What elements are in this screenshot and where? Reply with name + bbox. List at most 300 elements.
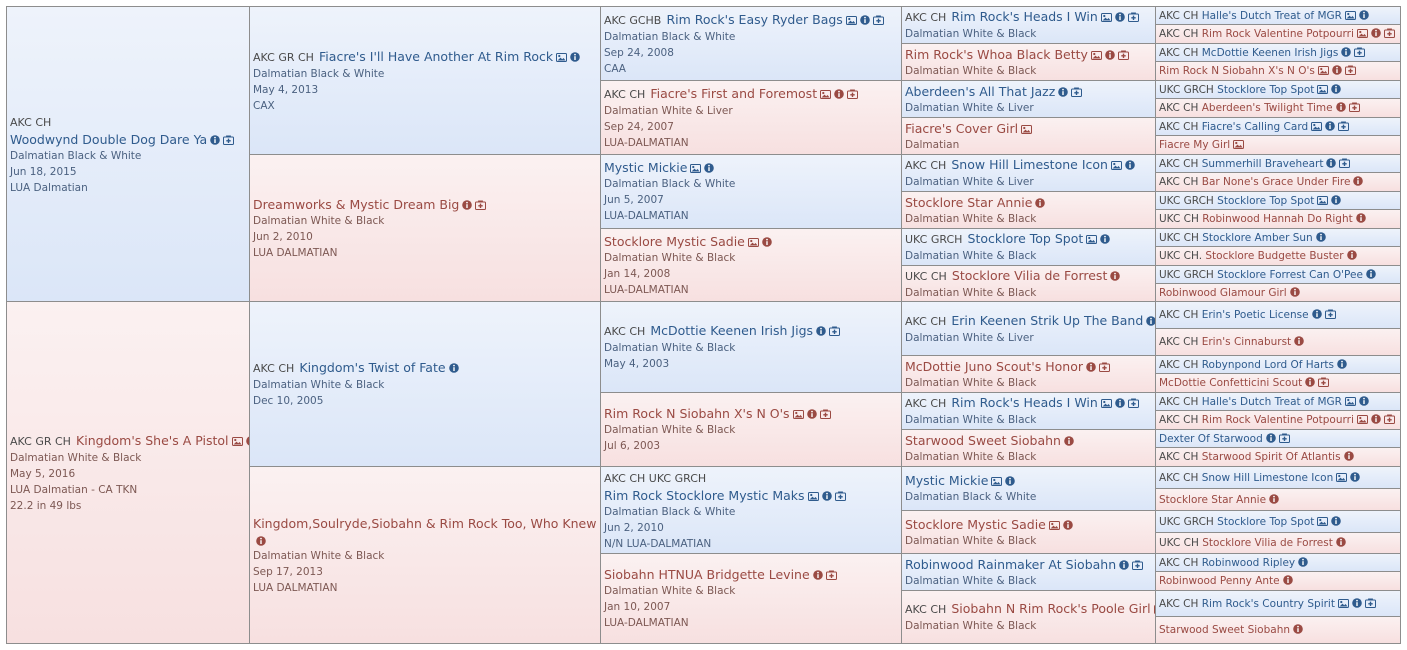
dog-detail-line: Dalmatian White & Black	[905, 212, 1037, 225]
pedigree-cell-gen2-2	[250, 155, 601, 302]
health-icon[interactable]	[829, 326, 840, 336]
pedigree-cell-gen5-3	[1156, 44, 1400, 62]
info-icon[interactable]	[1350, 472, 1360, 482]
dog-name-line	[1159, 211, 1397, 227]
info-icon[interactable]	[1115, 12, 1125, 22]
pedigree-cell-gen5-31	[1156, 591, 1400, 617]
info-icon[interactable]	[1312, 309, 1322, 319]
info-icon[interactable]	[1058, 87, 1068, 97]
photo-icon[interactable]	[690, 164, 701, 173]
dog-name-line	[1159, 63, 1397, 79]
info-icon[interactable]	[1146, 316, 1156, 326]
photo-icon[interactable]	[1338, 599, 1349, 608]
dog-detail-line: Dalmatian White & Liver	[604, 104, 733, 117]
dog-detail-line: Jan 14, 2008	[604, 267, 671, 280]
health-icon[interactable]	[1318, 377, 1329, 387]
info-icon[interactable]	[1331, 84, 1341, 94]
dog-name-link[interactable]: Snow Hill Limestone Icon	[951, 157, 1108, 172]
dog-titles: AKC CH	[604, 87, 646, 101]
info-icon[interactable]	[834, 89, 844, 99]
dog-name-line	[905, 46, 1152, 63]
dog-name-link[interactable]: Stocklore Top Spot	[1217, 194, 1315, 207]
dog-titles: UKC GRCH	[1159, 83, 1214, 96]
pedigree-cell-gen3-3	[601, 155, 902, 229]
dog-name-link[interactable]: Rim Rock N Siobahn X's N O's	[1159, 65, 1315, 77]
pedigree-cell-gen5-5	[1156, 81, 1400, 99]
dog-detail-line: Dalmatian Black & White	[10, 149, 142, 162]
photo-icon[interactable]	[991, 477, 1002, 486]
photo-icon[interactable]	[1357, 29, 1368, 38]
dog-detail-line: Dalmatian Black & White	[604, 30, 736, 43]
dog-name-link[interactable]: Stocklore Top Spot	[1217, 515, 1315, 528]
pedigree-cell-gen3-4	[601, 229, 902, 302]
info-icon[interactable]	[449, 363, 459, 373]
dog-name-line	[1159, 230, 1397, 246]
pedigree-cell-gen4-1	[902, 7, 1156, 44]
dog-name-link[interactable]: Rim Rock's Heads I Win	[951, 9, 1098, 24]
dog-titles: AKC CH	[1159, 336, 1199, 348]
info-icon[interactable]	[1293, 624, 1303, 634]
dog-name-link[interactable]: Rim Rock's Easy Ryder Bags	[666, 11, 843, 27]
health-icon[interactable]	[475, 200, 486, 210]
dog-detail-line: Dalmatian White & Black	[905, 450, 1037, 463]
dog-detail-line: Dalmatian White & Black	[253, 549, 385, 562]
dog-name-link[interactable]: Stocklore Star Annie	[905, 194, 1033, 210]
health-icon[interactable]	[873, 15, 884, 25]
dog-name-line	[905, 194, 1152, 211]
dog-name-line	[905, 472, 1152, 489]
info-icon[interactable]	[1110, 271, 1120, 281]
dog-titles: AKC CH	[1159, 556, 1199, 569]
dog-name-link[interactable]: Rim Rock Valentine Potpourri	[1201, 28, 1354, 40]
dog-name-line	[905, 8, 1152, 26]
dog-name-line	[905, 516, 1152, 533]
dog-name-line	[604, 487, 898, 504]
dog-name-link[interactable]: Starwood Sweet Siobahn	[1159, 624, 1291, 636]
dog-name-line	[604, 159, 898, 176]
dog-name-link[interactable]: Erin's Cinnaburst	[1201, 336, 1292, 348]
photo-icon[interactable]	[1336, 473, 1347, 482]
dog-detail-line: Dalmatian White & Black	[604, 424, 736, 436]
info-icon[interactable]	[1366, 269, 1376, 279]
health-icon[interactable]	[1365, 598, 1376, 608]
pedigree-cell-gen5-4	[1156, 62, 1400, 81]
dog-detail-line: Dalmatian White & Liver	[905, 176, 1034, 188]
pedigree-cell-gen5-32	[1156, 617, 1400, 643]
dog-detail-line: LUA Dalmatian	[10, 181, 88, 194]
dog-name-link[interactable]: Fiacre My Girl	[1159, 139, 1231, 151]
pedigree-cell-gen3-8	[601, 554, 902, 643]
health-icon[interactable]	[223, 135, 234, 145]
dog-titles: AKC CH	[1159, 46, 1199, 59]
dog-name-link[interactable]: Stocklore Top Spot	[1217, 83, 1315, 96]
photo-icon[interactable]	[556, 53, 567, 62]
info-icon[interactable]	[816, 326, 826, 336]
dog-name-link[interactable]: Fiacre's First and Foremost	[650, 85, 818, 101]
dog-name-link[interactable]: Fiacre's Calling Card	[1201, 120, 1309, 133]
info-icon[interactable]	[1064, 436, 1074, 446]
dog-titles: AKC CH	[905, 603, 947, 616]
dog-name-link[interactable]: Halle's Dutch Treat of MGR	[1201, 9, 1342, 22]
pedigree-cell-gen5-11	[1156, 192, 1400, 210]
photo-icon[interactable]	[232, 437, 243, 446]
health-icon[interactable]	[1279, 433, 1290, 443]
dog-name-line	[253, 48, 597, 66]
dog-detail-line: LUA DALMATIAN	[253, 581, 338, 594]
dog-name-link[interactable]: Starwood Sweet Siobahn	[905, 432, 1061, 448]
pedigree-cell-gen5-19	[1156, 356, 1400, 374]
dog-name-link[interactable]: Erin's Poetic License	[1201, 309, 1309, 321]
info-icon[interactable]	[1305, 377, 1315, 387]
dog-detail-line: Dalmatian White & Black	[253, 214, 385, 227]
pedigree-cell-gen5-1	[1156, 7, 1400, 25]
dog-name-line	[905, 156, 1152, 174]
info-icon[interactable]	[462, 200, 472, 210]
info-icon[interactable]	[1359, 396, 1369, 406]
health-icon[interactable]	[820, 409, 831, 419]
info-icon[interactable]	[1344, 451, 1354, 461]
pedigree-cell-gen5-27	[1156, 511, 1400, 533]
dog-titles: UKC GRCH	[1159, 194, 1214, 207]
pedigree-cell-gen3-2	[601, 81, 902, 155]
health-icon[interactable]	[1349, 102, 1360, 112]
photo-icon[interactable]	[1311, 122, 1322, 131]
info-icon[interactable]	[1352, 598, 1362, 608]
dog-name-line	[1159, 307, 1397, 323]
pedigree-cell-sire	[7, 7, 250, 302]
info-icon[interactable]	[210, 135, 220, 145]
dog-name-line	[1159, 137, 1397, 153]
dog-name-line	[1159, 174, 1397, 190]
pedigree-cell-gen2-1	[250, 7, 601, 155]
dog-detail-line: Dalmatian Black & White	[253, 67, 385, 80]
dog-detail-line: Jun 2, 2010	[253, 230, 313, 243]
photo-icon[interactable]	[1233, 140, 1244, 149]
dog-name-link[interactable]: Stocklore Forrest Can O'Pee	[1217, 268, 1363, 281]
info-icon[interactable]	[1005, 476, 1015, 486]
photo-icon[interactable]	[820, 90, 831, 99]
dog-name-link[interactable]: Rim Rock's Heads I Win	[951, 395, 1098, 410]
health-icon[interactable]	[1118, 50, 1129, 60]
dog-detail-line: LUA DALMATIAN	[253, 246, 338, 259]
info-icon[interactable]	[704, 163, 714, 173]
dog-name-line	[10, 432, 246, 450]
health-icon[interactable]	[1339, 158, 1350, 168]
pedigree-cell-gen5-2	[1156, 25, 1400, 44]
dog-name-link[interactable]: Aberdeen's Twilight Time	[1201, 102, 1333, 114]
photo-icon[interactable]	[1101, 399, 1112, 408]
dog-titles: UKC CH	[1159, 213, 1199, 225]
info-icon[interactable]	[1035, 198, 1045, 208]
pedigree-cell-gen5-29	[1156, 554, 1400, 572]
info-icon[interactable]	[1283, 575, 1293, 585]
dog-detail-line: Dalmatian White & Black	[604, 342, 736, 354]
dog-name-link[interactable]: Snow Hill Limestone Icon	[1201, 471, 1334, 484]
photo-icon[interactable]	[1317, 196, 1328, 205]
photo-icon[interactable]	[1091, 51, 1102, 60]
photo-icon[interactable]	[1345, 397, 1356, 406]
dog-name-link[interactable]: Stocklore Star Annie	[1159, 493, 1267, 506]
dog-titles: AKC CH	[1159, 358, 1199, 371]
health-icon[interactable]	[826, 570, 837, 580]
dog-name-line	[604, 405, 898, 422]
dog-titles: AKC CH	[905, 159, 947, 172]
dog-name-link[interactable]: McDottie Keenen Irish Jigs	[1201, 46, 1339, 59]
dog-name-link[interactable]: Kingdom,Soulryde,Siobahn & Rim Rock Too, Who Knew	[253, 515, 597, 531]
dog-name-link[interactable]: Halle's Dutch Treat of MGR	[1201, 395, 1342, 408]
dog-detail-line: Dalmatian White & Black	[905, 64, 1037, 77]
dog-name-line	[1159, 334, 1397, 350]
health-icon[interactable]	[1099, 362, 1110, 372]
health-icon[interactable]	[1071, 87, 1082, 97]
dog-detail-line: N/N LUA-DALMATIAN	[604, 537, 712, 550]
info-icon[interactable]	[1341, 47, 1351, 57]
dog-name-link[interactable]: Stocklore Top Spot	[967, 231, 1084, 246]
dog-name-line	[1159, 394, 1397, 410]
info-icon[interactable]	[1371, 28, 1381, 38]
info-icon[interactable]	[762, 237, 772, 247]
info-icon[interactable]	[1337, 359, 1347, 369]
info-icon[interactable]	[1125, 160, 1135, 170]
photo-icon[interactable]	[1318, 66, 1329, 75]
dog-name-line	[1159, 449, 1397, 465]
dog-name-link[interactable]: Rim Rock N Siobahn X's N O's	[604, 406, 790, 421]
info-icon[interactable]	[822, 491, 832, 501]
pedigree-cell-gen4-13	[902, 467, 1156, 511]
dog-name-link[interactable]: Robynpond Lord Of Harts	[1201, 358, 1335, 371]
dog-name-link[interactable]: Rim Rock Valentine Potpourri	[1201, 414, 1354, 426]
info-icon[interactable]	[1331, 516, 1341, 526]
dog-titles: UKC GRCH	[1159, 268, 1214, 281]
dog-name-link[interactable]: Bar None's Grace Under Fire	[1201, 176, 1351, 188]
dog-titles: UKC GRCH	[905, 233, 963, 246]
info-icon[interactable]	[807, 409, 817, 419]
dog-detail-line: May 4, 2013	[253, 83, 319, 96]
dog-name-link[interactable]: Kingdom's Twist of Fate	[299, 360, 446, 375]
dog-titles: AKC CH	[905, 11, 947, 24]
dog-name-link[interactable]: Summerhill Braveheart	[1201, 157, 1324, 170]
dog-name-link[interactable]: Stocklore Budgette Buster	[1205, 250, 1344, 262]
dog-name-line	[905, 120, 1152, 137]
info-icon[interactable]	[1332, 65, 1342, 75]
health-icon[interactable]	[835, 491, 846, 501]
dog-detail-line: Dalmatian White & Black	[253, 379, 385, 391]
info-icon[interactable]	[1371, 414, 1381, 424]
dog-detail-line: LUA-DALMATIAN	[604, 617, 689, 629]
dog-detail-line: Dalmatian White & Liver	[905, 331, 1034, 344]
dog-name-link[interactable]: Rim Rock's Whoa Black Betty	[905, 46, 1088, 62]
dog-titles: AKC CH	[1159, 451, 1199, 463]
info-icon[interactable]	[1347, 250, 1357, 260]
dog-name-line	[905, 312, 1152, 330]
dog-name-link[interactable]: Mystic Mickie	[905, 473, 989, 488]
info-icon[interactable]	[1356, 213, 1366, 223]
dog-name-link[interactable]: Fiacre's I'll Have Another At Rim Rock	[319, 48, 554, 64]
info-icon[interactable]	[1316, 232, 1326, 242]
photo-icon[interactable]	[846, 16, 857, 25]
pedigree-cell-gen2-3	[250, 302, 601, 467]
pedigree-cell-gen5-13	[1156, 229, 1400, 247]
dog-name-line	[1159, 596, 1397, 612]
info-icon[interactable]	[860, 15, 870, 25]
health-icon[interactable]	[1354, 47, 1365, 57]
dog-name-link[interactable]: Siobahn N Rim Rock's Poole Girl	[951, 601, 1151, 616]
info-icon[interactable]	[813, 570, 823, 580]
info-icon[interactable]	[1294, 336, 1304, 346]
photo-icon[interactable]	[1317, 517, 1328, 526]
dog-name-link[interactable]: Starwood Spirit Of Atlantis	[1201, 451, 1341, 463]
dog-name-line	[905, 230, 1152, 248]
dog-detail-line: CAA	[604, 62, 626, 75]
dog-detail-line: Dalmatian White & Black	[10, 451, 142, 464]
dog-detail-line: May 5, 2016	[10, 467, 76, 480]
dog-detail-line: Dalmatian White & Black	[604, 585, 736, 597]
pedigree-cell-gen4-9	[902, 302, 1156, 356]
dog-name-link[interactable]: Stocklore Mystic Sadie	[905, 516, 1046, 532]
dog-name-link[interactable]: Fiacre's Cover Girl	[905, 120, 1019, 136]
dog-detail-line: LUA-DALMATIAN	[604, 210, 689, 222]
pedigree-cell-gen5-10	[1156, 173, 1400, 192]
pedigree-cell-gen4-14	[902, 511, 1156, 554]
dog-titles: AKC CH	[1159, 9, 1199, 22]
dog-name-link[interactable]: Robinwood Ripley	[1201, 556, 1296, 569]
dog-titles: AKC CH	[1159, 471, 1199, 484]
dog-titles: AKC CH UKC GRCH	[604, 471, 707, 485]
info-icon[interactable]	[1336, 537, 1346, 547]
dog-titles: UKC GRCH	[1159, 515, 1214, 528]
dog-name-link[interactable]: Erin Keenen Strik Up The Band	[951, 312, 1144, 328]
dog-name-line	[1159, 555, 1397, 571]
pedigree-cell-gen4-7	[902, 229, 1156, 266]
dog-name-link[interactable]: Robinwood Rainmaker At Siobahn	[905, 556, 1117, 572]
info-icon[interactable]	[1063, 520, 1073, 530]
dog-name-link[interactable]: Mystic Mickie	[604, 160, 688, 175]
info-icon[interactable]	[1336, 102, 1346, 112]
info-icon[interactable]	[1086, 362, 1096, 372]
dog-name-line	[905, 83, 1152, 100]
health-icon[interactable]	[1128, 398, 1139, 408]
info-icon[interactable]	[1115, 398, 1125, 408]
info-icon[interactable]	[1266, 433, 1276, 443]
info-icon[interactable]	[1290, 287, 1300, 297]
dog-titles: UKC CH	[905, 269, 947, 283]
info-icon[interactable]	[570, 52, 580, 62]
dog-detail-line: Dalmatian White & Black	[905, 250, 1037, 262]
photo-icon[interactable]	[1317, 85, 1328, 94]
dog-titles: UKC CH	[1159, 537, 1199, 549]
dog-detail-line: Dalmatian White & Black	[905, 574, 1037, 587]
dog-name-link[interactable]: Stocklore Vilia de Forrest	[1202, 537, 1333, 549]
dog-detail-line: Dalmatian White & Black	[905, 414, 1037, 426]
pedigree-cell-gen4-16	[902, 591, 1156, 643]
pedigree-cell-gen5-9	[1156, 155, 1400, 173]
dog-name-line	[604, 85, 898, 103]
info-icon[interactable]	[1353, 176, 1363, 186]
info-icon[interactable]	[1119, 560, 1129, 570]
dog-name-link[interactable]: Dexter Of Starwood	[1159, 432, 1263, 445]
pedigree-cell-gen5-6	[1156, 99, 1400, 118]
photo-icon[interactable]	[1021, 125, 1032, 134]
photo-icon[interactable]	[1111, 161, 1122, 170]
dog-name-line	[905, 556, 1152, 573]
dog-name-line	[253, 515, 597, 548]
pedigree-cell-gen3-1	[601, 7, 902, 81]
photo-icon[interactable]	[1357, 415, 1368, 424]
dog-titles: AKC GR CH	[253, 50, 314, 64]
dog-detail-line: Dalmatian White & Black	[905, 28, 1037, 40]
info-icon[interactable]	[1269, 494, 1279, 504]
dog-name-link[interactable]: Woodwynd Double Dog Dare Ya	[10, 131, 208, 147]
dog-detail-line: Dalmatian White & Black	[905, 286, 1037, 299]
dog-name-link[interactable]: Rim Rock Stocklore Mystic Maks	[604, 487, 805, 503]
pedigree-cell-gen3-7	[601, 467, 902, 554]
info-icon[interactable]	[1325, 121, 1335, 131]
dog-name-line	[1159, 573, 1397, 589]
dog-name-link[interactable]: Stocklore Vilia de Forrest	[951, 267, 1108, 283]
photo-icon[interactable]	[748, 238, 759, 247]
dog-name-link[interactable]: Dreamworks & Mystic Dream Big	[253, 196, 460, 212]
pedigree-cell-gen4-4	[902, 118, 1156, 155]
dog-name-link[interactable]: Kingdom's She's A Pistol	[76, 432, 229, 448]
photo-icon[interactable]	[793, 410, 804, 419]
dog-name-link[interactable]: McDottie Confetticini Scout	[1159, 377, 1303, 389]
dog-detail-line: LUA-DALMATIAN	[604, 283, 689, 296]
health-icon[interactable]	[1384, 28, 1395, 38]
dog-name-link[interactable]: McDottie Keenen Irish Jigs	[650, 323, 814, 338]
photo-icon[interactable]	[1049, 521, 1060, 530]
info-icon[interactable]	[1331, 195, 1341, 205]
dog-name-link[interactable]: Rim Rock's Country Spirit	[1201, 597, 1335, 610]
dog-name-link[interactable]: Robinwood Penny Ante	[1159, 575, 1280, 587]
photo-icon[interactable]	[1086, 235, 1097, 244]
dog-name-line	[905, 600, 1152, 618]
dog-detail-line: Dalmatian White & Black	[905, 534, 1037, 547]
info-icon[interactable]	[1359, 10, 1369, 20]
dog-titles: AKC CH	[10, 115, 52, 129]
dog-name-link[interactable]: Robinwood Hannah Do Right	[1202, 213, 1353, 225]
dog-name-link[interactable]: Aberdeen's All That Jazz	[905, 83, 1056, 99]
pedigree-table	[6, 6, 1401, 644]
dog-name-line	[1159, 248, 1397, 264]
info-icon[interactable]	[1298, 557, 1308, 567]
dog-titles: AKC GR CH	[10, 434, 71, 448]
dog-titles-line	[10, 113, 246, 131]
health-icon[interactable]	[1345, 65, 1356, 75]
health-icon[interactable]	[1132, 560, 1143, 570]
info-icon[interactable]	[1105, 50, 1115, 60]
health-icon[interactable]	[1325, 309, 1336, 319]
photo-icon[interactable]	[1101, 13, 1112, 22]
dog-name-link[interactable]: Robinwood Glamour Girl	[1159, 286, 1287, 299]
photo-icon[interactable]	[1345, 11, 1356, 20]
dog-name-link[interactable]: Stocklore Amber Sun	[1202, 231, 1313, 244]
health-icon[interactable]	[847, 89, 858, 99]
health-icon[interactable]	[1338, 121, 1349, 131]
health-icon[interactable]	[1384, 414, 1395, 424]
dog-name-line	[905, 394, 1152, 412]
pedigree-cell-gen4-2	[902, 44, 1156, 81]
dog-name-link[interactable]: Stocklore Mystic Sadie	[604, 233, 745, 249]
dog-name-link[interactable]: McDottie Juno Scout's Honor	[905, 358, 1083, 374]
pedigree-cell-gen5-23	[1156, 430, 1400, 448]
photo-icon[interactable]	[808, 492, 819, 501]
info-icon[interactable]	[256, 536, 266, 546]
dog-name-link[interactable]: Siobahn HTNUA Bridgette Levine	[604, 567, 810, 582]
info-icon[interactable]	[1100, 234, 1110, 244]
health-icon[interactable]	[1128, 12, 1139, 22]
info-icon[interactable]	[1326, 158, 1336, 168]
dog-detail-line: Jun 18, 2015	[10, 165, 77, 178]
